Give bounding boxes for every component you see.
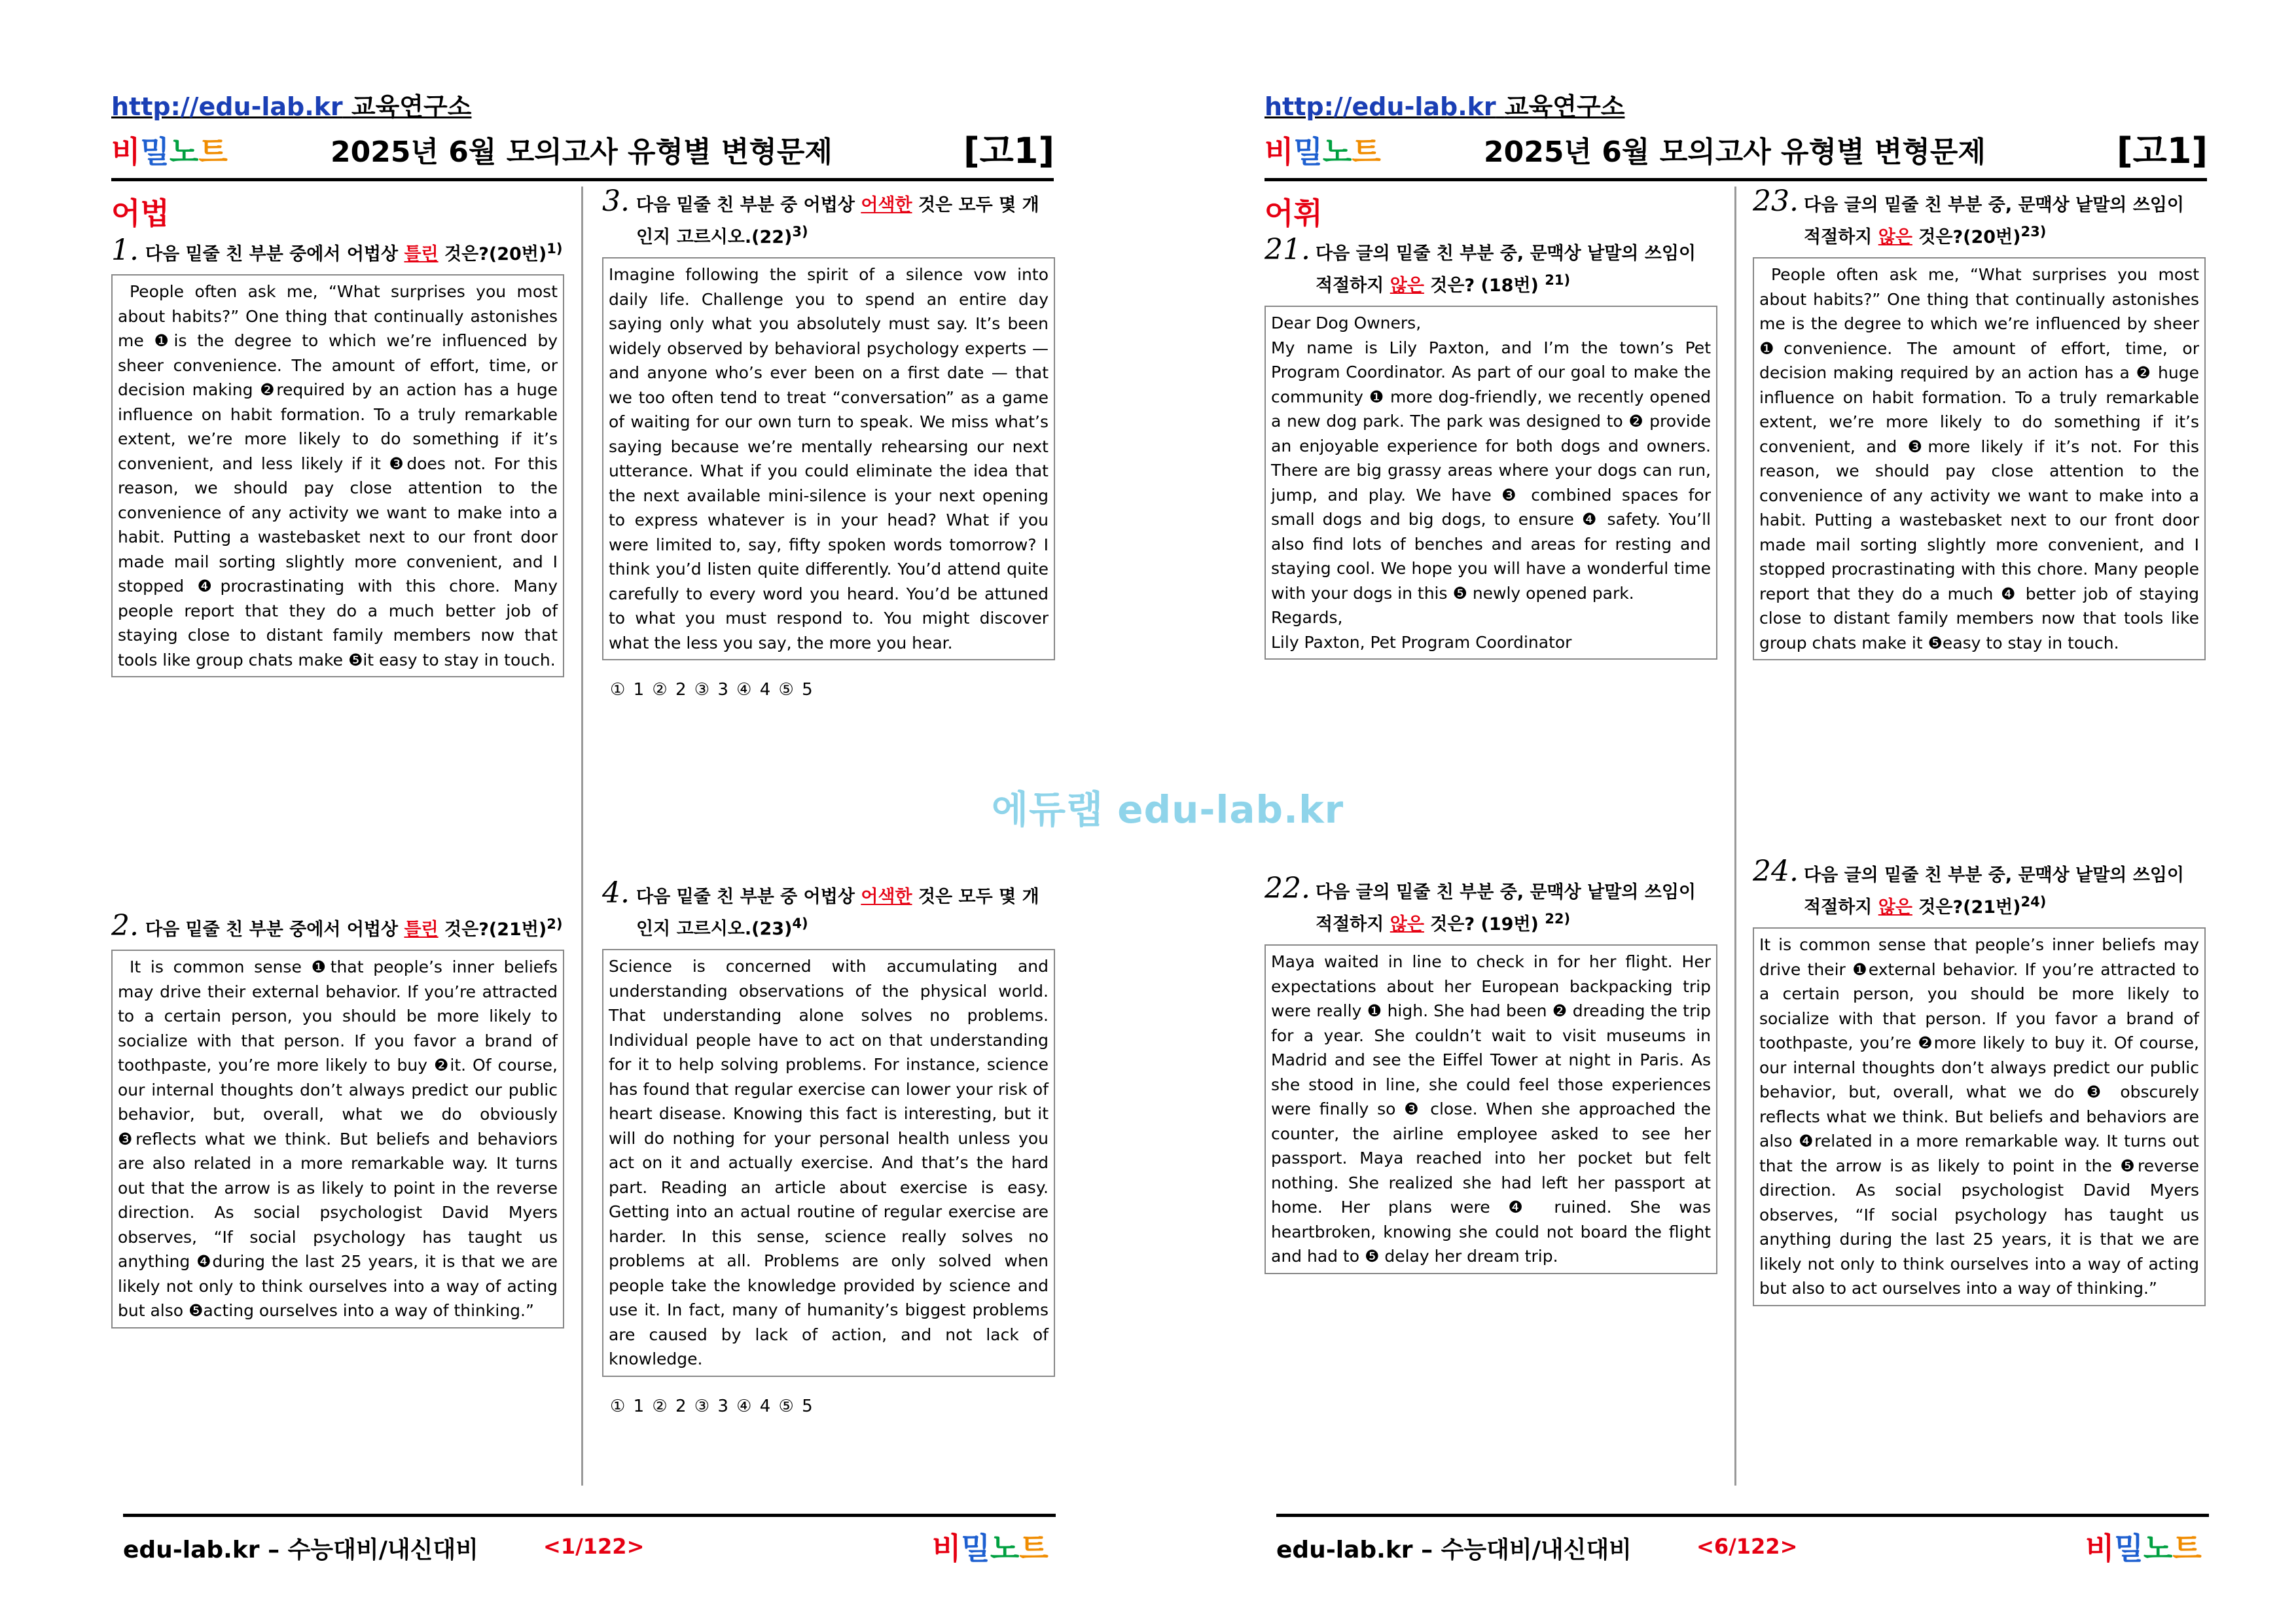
letter-salutation: Dear Dog Owners, (1271, 313, 1422, 332)
footer-divider (123, 1514, 1056, 1517)
question-number: 21. (1265, 233, 1310, 266)
passage-box (1753, 257, 2206, 660)
question-21 (1265, 233, 1717, 660)
question-2 (111, 911, 564, 1329)
question-head: 2. 다음 밑줄 친 부분 중에서 어법상 틀린 것은?(21번)$^{2)}$ (111, 909, 563, 942)
question-head: 1. 다음 밑줄 친 부분 중에서 어법상 틀린 것은?(20번)$^{1)}$ (111, 234, 563, 267)
answer-choices[interactable]: ① 1 ② 2 ③ 3 ④ 4 ⑤ 5 (610, 680, 813, 700)
passage-text: It is common sense that people’s inner beliefs may drive their ❶external behavior. If you’re attracted to a certain person, you should be more likely to socialize with that person. If you favor a brand of toothpaste, you’re ❷more likely to buy it. Of course, our internal thoughts don’t always predict our public behavior, but, overall, what we do ❸ obscurely reflects what we think. But beliefs and behaviors are also ❹related in a more remarkable way. It turns out that the arrow is as likely to point in the ❺reverse direction. As social psychologist David Myers observes, “If social psychology has taught us anything during the last 25 years, it is that we are likely not only to think ourselves into a way of acting but also to act ourselves into a way of thinking.” (1759, 935, 2199, 1298)
brand-logo: 비밀노트 (111, 134, 228, 169)
passage-box (602, 949, 1055, 1377)
question-number: 3. (602, 185, 630, 218)
grade-label: [고1] (2117, 130, 2208, 171)
passage-box (1265, 306, 1717, 660)
question-number: 4. (602, 876, 630, 910)
passage-box (111, 274, 564, 677)
letter-body: My name is Lily Paxton, and I’m the town’s Pet Program Coordinator. As part of our goal to make the community ❶ more dog-friendly, we recently opened a new dog park. The park was designed to ❷ provide an enjoyable experience for both dogs and owners. There are big grassy areas where your dogs can run, jump, and play. We have ❸ combined spaces for small dogs and big dogs, to ensure ❹ safety. You’ll also find lots of benches and areas for resting and staying cool. We hope you will have a wonderful time with your dogs in this ❺ newly opened park. (1271, 338, 1711, 603)
question-head: 21. 다음 글의 밑줄 친 부분 중, 문맥상 낱말의 쓰임이 적절하지 않은 것은? (18번) $^{21)}$ (1265, 233, 1696, 296)
answer-choices[interactable]: ① 1 ② 2 ③ 3 ④ 4 ⑤ 5 (610, 1396, 813, 1416)
question-head: 3. 다음 밑줄 친 부분 중 어법상 어색한 것은 모두 몇 개인지 고르시오$.(22)^{3)}$ (602, 185, 1039, 247)
question-number: 22. (1265, 872, 1310, 905)
column-divider (581, 187, 583, 1486)
footer-divider (1276, 1514, 2209, 1517)
site-link[interactable] (1265, 86, 1624, 122)
question-1 (111, 236, 564, 677)
footer-site: edu-lab.kr – 수능대비/내신대비 (1276, 1537, 1632, 1563)
passage-box (1753, 927, 2206, 1306)
footer-brand-logo: 비밀노트 (2085, 1531, 2202, 1566)
question-3 (602, 185, 1055, 700)
question-number: 2. (111, 909, 139, 942)
passage-text: Imagine following the spirit of a silence vow into daily life. Challenge you to spend an entire day saying only what you absolutely must say. It’s been widely observed by behavioral psychology experts — and anyone who’s ever been on a first date — that we too often tend to treat “conversation” as a game of waiting for our own turn to speak. We miss what’s saying because we’re mentally rehearsing our next utterance. What if you could eliminate the idea that the next available mini-silence is your next opening to express whatever is in your head? What if you were limited to, say, fifty spoken words tomorrow? I think you’d listen quite differently. You’d attend quite carefully to every word you heard. You’d be attuned to what you must respond to. You might discover what the less you say, the more you hear. (609, 265, 1049, 652)
page-title: 2025년 6월 모의고사 유형별 변형문제 (331, 135, 833, 169)
footer-site: edu-lab.kr – 수능대비/내신대비 (123, 1537, 478, 1563)
passage-box (111, 950, 564, 1329)
question-23 (1753, 185, 2206, 660)
question-head: 24. 다음 글의 밑줄 친 부분 중, 문맥상 낱말의 쓰임이 적절하지 않은 것은?(21번)$^{24)}$ (1753, 855, 2185, 918)
footer-brand-logo: 비밀노트 (932, 1531, 1049, 1566)
passage-text: Science is concerned with accumulating and understanding observations of the physical world. That understanding alone solves no problems. Individual people have to act on that understanding for it to help solving problems. For instance, science has found that regular exercise can lower your risk of heart disease. Knowing this fact is interesting, but it will do nothing for your personal health unless you act on it and actually exercise. And that’s the hard part. Reading an article about exercise is easy. Getting into an actual routine of regular exercise are harder. In this sense, science really solves no problems at all. Problems are only solved when people take the knowledge provided by science and use it. In fact, many of humanity’s biggest problems are caused by lack of action, and not lack of knowledge. (609, 957, 1049, 1368)
question-24 (1753, 855, 2206, 1306)
site-url[interactable]: http://edu-lab.kr (111, 92, 343, 121)
site-institute: 교육연구소 (351, 92, 472, 121)
question-number: 24. (1753, 855, 1799, 888)
letter-closing: Regards, (1271, 608, 1343, 627)
section-title: 어휘 (1265, 196, 1323, 231)
passage-text: Maya waited in line to check in for her flight. Her expectations about her European backpacking trip were really ❶ high. She had been ❷ dreading the trip for a year. She couldn’t wait to visit museums in Madrid and see the Eiffel Tower at night in Paris. As she stood in line, she could feel those experiences were finally so ❸ close. When she approached the counter, the airline employee asked to see her passport. Maya reached into her pocket but felt nothing. She realized she had left her passport at home. Her plans were ❹ ruined. She was heartbroken, knowing she could not board the flight and had to ❺ delay her dream trip. (1271, 952, 1711, 1266)
section-title: 어법 (111, 196, 170, 231)
question-head: 4. 다음 밑줄 친 부분 중 어법상 어색한 것은 모두 몇 개인지 고르시오$.(23)^{4)}$ (602, 876, 1039, 939)
watermark: 에듀랩 edu-lab.kr (992, 787, 1344, 832)
brand-logo: 비밀노트 (1265, 134, 1381, 169)
site-link[interactable] (111, 86, 471, 122)
passage-box (602, 257, 1055, 660)
question-number: 23. (1753, 185, 1799, 218)
question-head: 22. 다음 글의 밑줄 친 부분 중, 문맥상 낱말의 쓰임이 적절하지 않은 것은? (19번) $^{22)}$ (1265, 872, 1696, 935)
page-number: <1/122> (543, 1534, 645, 1559)
question-4 (602, 876, 1055, 1416)
header-divider (111, 178, 1054, 181)
column-divider (1734, 187, 1736, 1486)
page-number: <6/122> (1696, 1534, 1798, 1559)
site-institute: 교육연구소 (1504, 92, 1625, 121)
question-22 (1265, 872, 1717, 1274)
header-divider (1265, 178, 2207, 181)
site-url[interactable]: http://edu-lab.kr (1265, 92, 1496, 121)
letter-signature: Lily Paxton, Pet Program Coordinator (1271, 632, 1572, 652)
question-head: 23. 다음 글의 밑줄 친 부분 중, 문맥상 낱말의 쓰임이 적절하지 않은 것은?(20번)$^{23)}$ (1753, 185, 2185, 247)
passage-text: People often ask me, “What surprises you most about habits?” One thing that continually astonishes me ❶is the degree to which we’re influenced by sheer convenience. The amount of effort, time, or decision making ❷required by an action has a huge influence on habit formation. To a truly remarkable extent, we’re more likely to do something if it’s convenient, and less likely if it ❸does not. For this reason, we should pay close attention to the convenience of any activity we want to make into a habit. Putting a wastebasket next to our front door made mail sorting slightly more convenient, and I stopped ❹procrastinating with this chore. Many people report that they do a much better job of staying close to distant family members now that tools like group chats make ❺it easy to stay in touch. (118, 282, 558, 669)
question-number: 1. (111, 234, 139, 267)
passage-box (1265, 944, 1717, 1274)
page-title: 2025년 6월 모의고사 유형별 변형문제 (1484, 135, 1986, 169)
passage-text: People often ask me, “What surprises you most about habits?” One thing that continually astonishes me is the degree to which we’re influenced by sheer ❶convenience. The amount of effort, time, or decision making required by an action has a ❷ huge influence on habit formation. To a truly remarkable extent, we’re more likely to do something if it’s convenient, and ❸more likely if it’s not. For this reason, we should pay close attention to the convenience of any activity we want to make into a habit. Putting a wastebasket next to our front door made mail sorting slightly more convenient, and I stopped procrastinating with this chore. Many people report that they do a much ❹ better job of staying close to distant family members now that tools like group chats make it ❺easy to stay in touch. (1759, 265, 2199, 652)
passage-text: It is common sense ❶that people’s inner beliefs may drive their external behavior. If you’re attracted to a certain person, you should be more likely to socialize with that person. If you favor a brand of toothpaste, you’re more likely to buy ❷it. Of course, our internal thoughts don’t always predict our public behavior, but, overall, what we do obviously ❸reflects what we think. But beliefs and behaviors are also related in a more remarkable way. It turns out that the arrow is as likely to point in the reverse direction. As social psychologist David Myers observes, “If social psychology has taught us anything ❹during the last 25 years, it is that we are likely not only to think ourselves into a way of acting but also ❺acting ourselves into a way of thinking.” (118, 957, 558, 1320)
grade-label: [고1] (963, 130, 1055, 171)
